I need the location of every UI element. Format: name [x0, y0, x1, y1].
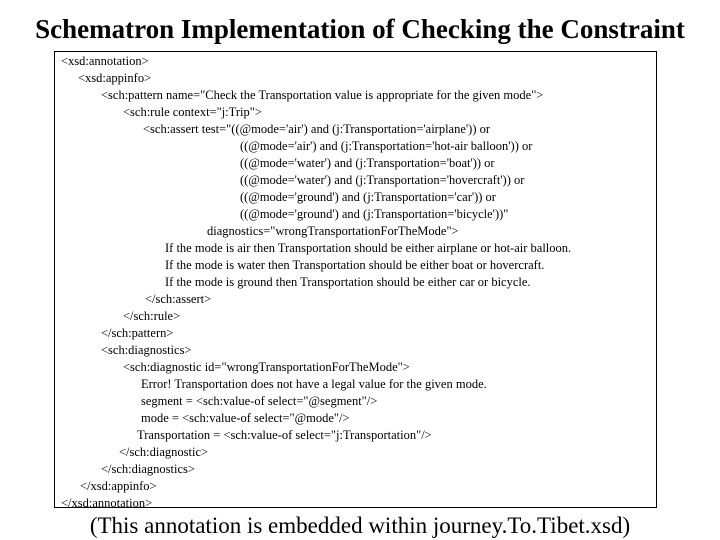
code-line: <sch:pattern name="Check the Transportation value is appropriate for the given mode"> [101, 88, 544, 102]
code-line: <xsd:annotation> [61, 54, 149, 68]
code-line: <sch:rule context="j:Trip"> [123, 105, 262, 119]
code-line: </xsd:annotation> [61, 496, 153, 510]
code-line: ((@mode='water') and (j:Transportation='hovercraft')) or [240, 173, 525, 187]
code-line: </sch:rule> [123, 309, 181, 323]
code-listing [54, 51, 657, 508]
code-line: ((@mode='water') and (j:Transportation='boat')) or [240, 156, 495, 170]
slide-title: Schematron Implementation of Checking the Constraint [35, 14, 685, 44]
code-line: <sch:diagnostic id="wrongTransportationForTheMode"> [123, 360, 410, 374]
code-line: Error! Transportation does not have a legal value for the given mode. [141, 377, 487, 391]
code-line: Transportation = <sch:value-of select="j:Transportation"/> [137, 428, 432, 442]
code-line: If the mode is water then Transportation should be either boat or hovercraft. [165, 258, 545, 272]
code-line: If the mode is air then Transportation should be either airplane or hot-air balloon. [165, 241, 572, 255]
code-line: ((@mode='air') and (j:Transportation='hot-air balloon')) or [240, 139, 533, 153]
code-line: <sch:assert test="((@mode='air') and (j:Transportation='airplane')) or [143, 122, 491, 136]
code-line: </sch:diagnostic> [119, 445, 209, 459]
code-line: </sch:assert> [145, 292, 212, 306]
caption: (This annotation is embedded within journey.To.Tibet.xsd) [89, 513, 631, 538]
code-line: <sch:diagnostics> [101, 343, 192, 357]
code-line: </sch:diagnostics> [101, 462, 195, 476]
code-line: <xsd:appinfo> [78, 71, 152, 85]
code-line: mode = <sch:value-of select="@mode"/> [141, 411, 350, 425]
code-line: </sch:pattern> [101, 326, 174, 340]
code-line: </xsd:appinfo> [80, 479, 157, 493]
code-line: If the mode is ground then Transportation should be either car or bicycle. [165, 275, 531, 289]
code-line: ((@mode='ground') and (j:Transportation='bicycle'))" [240, 207, 509, 221]
code-line: segment = <sch:value-of select="@segment"/> [141, 394, 378, 408]
code-line: diagnostics="wrongTransportationForTheMode"> [207, 224, 459, 238]
code-line: ((@mode='ground') and (j:Transportation='car')) or [240, 190, 496, 204]
